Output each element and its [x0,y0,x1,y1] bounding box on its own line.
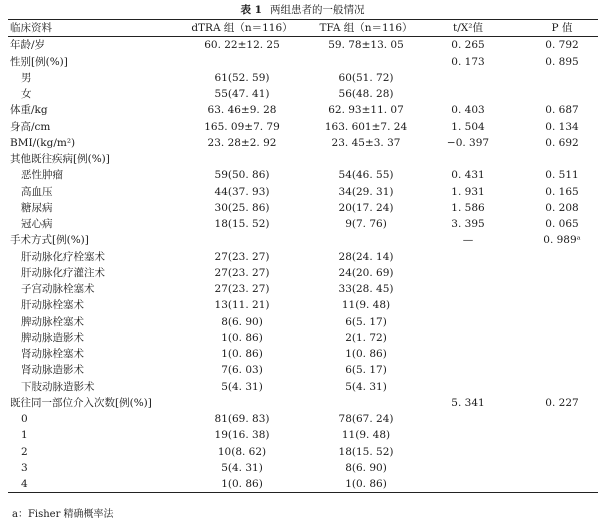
dtra-value: 59(50. 86) [214,169,270,182]
dtra-value: 27(23. 27) [214,283,270,295]
dtra-value: 30(25. 86) [214,201,270,214]
statistic-value: 0. 173 [451,55,485,68]
header-statistic: t/X²值 [453,22,483,34]
row-label: 子宫动脉栓塞术 [21,283,95,295]
p-value: 0. 227 [545,396,579,409]
tfa-value: 60(51. 72) [338,71,394,84]
row-label: 脾动脉造影术 [21,331,84,344]
tfa-value: 1(0. 86) [345,478,387,490]
header-clinical-data: 临床资料 [10,22,52,34]
dtra-value: 13(11. 21) [214,299,270,312]
table-row [8,476,598,492]
statistic-value: 1. 586 [451,201,485,214]
p-value: 0. 511 [545,169,579,182]
table-row [8,216,598,232]
dtra-value: 7(6. 03) [221,364,263,377]
row-label: 1 [21,429,28,442]
dtra-value: 5(4. 31) [221,380,263,393]
table-row [8,362,598,378]
dtra-value: 5(4. 31) [221,461,263,474]
row-label: 冠心病 [21,218,53,230]
row-label: 身高/cm [10,120,51,133]
dtra-value: 19(16. 38) [214,429,270,442]
p-value: 0. 895 [545,55,579,68]
row-label: 体重/kg [10,104,48,117]
dtra-value: 60. 22±12. 25 [204,39,280,52]
table-row [8,135,598,151]
tfa-value: 78(67. 24) [338,413,394,425]
p-value: 0. 208 [545,201,579,214]
row-label: 脾动脉栓塞术 [21,315,84,328]
row-label: 肝动脉栓塞术 [21,299,84,312]
dtra-value: 81(69. 83) [214,413,270,425]
tfa-value: 59. 78±13. 05 [328,39,404,52]
tfa-value: 18(15. 52) [338,445,394,458]
table-row [8,314,598,330]
table-row [8,281,598,297]
tfa-value: 24(20. 69) [338,266,394,279]
dtra-value: 44(37. 93) [214,185,270,198]
row-label: 肾动脉造影术 [21,364,84,377]
table-row [8,151,598,167]
tfa-value: 163. 601±7. 24 [324,120,408,133]
row-label: 既往同一部位介入次数[例(%)] [10,396,152,409]
table-title: 两组患者的一般情况 [269,4,365,16]
statistic-value: 3. 395 [451,218,485,230]
p-value: 0. 792 [545,39,579,52]
p-value: 0. 989ᵃ [543,234,581,247]
tfa-value: 20(17. 24) [338,201,394,214]
table-body [8,37,598,492]
table-row [8,411,598,427]
row-label: 糖尿病 [21,201,53,214]
p-value: 0. 134 [545,120,579,133]
statistic-value: 0. 265 [451,39,485,52]
table-header-row [8,20,598,37]
statistic-value: 0. 431 [451,169,485,182]
statistic-value: 0. 403 [451,104,485,117]
row-label: BMI/(kg/m²) [10,136,76,149]
dtra-value: 63. 46±9. 28 [207,104,277,117]
dtra-value: 61(52. 59) [214,71,270,84]
tfa-value: 23. 45±3. 37 [331,136,401,149]
row-label: 肝动脉化疗栓塞术 [21,250,105,263]
table-caption [0,2,605,17]
dtra-value: 10(8. 62) [217,445,267,458]
dtra-value: 165. 09±7. 79 [204,120,280,133]
dtra-value: 1(0. 86) [221,478,263,490]
tfa-value: 33(28. 45) [338,283,394,295]
statistic-value: 5. 341 [451,396,485,409]
row-label: 男 [21,71,32,84]
table-number: 表 1 [240,4,262,16]
table-row [8,395,598,411]
table-row [8,330,598,346]
tfa-value: 54(46. 55) [338,169,394,182]
table-row [8,460,598,476]
row-label: 性别[例(%)] [10,55,68,68]
table-row [8,232,598,248]
row-label: 手术方式[例(%)] [10,234,89,247]
tfa-value: 9(7. 76) [345,218,387,230]
table-row [8,184,598,200]
p-value: 0. 165 [545,185,579,198]
row-label: 其他既往疾病[例(%)] [10,153,110,165]
header-tfa-group: TFA 组（n＝116） [319,22,413,34]
table-row [8,70,598,86]
data-table [8,19,598,493]
table-row [8,379,598,395]
tfa-value: 56(48. 28) [338,88,394,100]
row-label: 肝动脉化疗灌注术 [21,266,105,279]
row-label: 女 [21,88,32,100]
tfa-value: 6(5. 17) [345,315,387,328]
table-row [8,249,598,265]
p-value: 0. 687 [545,104,579,117]
dtra-value: 27(23. 27) [214,250,270,263]
table-row [8,444,598,460]
table-row [8,200,598,216]
row-label: 高血压 [21,185,53,198]
table-row [8,86,598,102]
table-row [8,265,598,281]
statistic-value: 1. 504 [451,120,485,133]
header-dtra-group: dTRA 组（n＝116） [191,22,293,34]
dtra-value: 27(23. 27) [214,266,270,279]
tfa-value: 5(4. 31) [345,380,387,393]
header-p-value: P 值 [551,22,573,34]
tfa-value: 1(0. 86) [345,348,387,360]
tfa-value: 2(1. 72) [345,331,387,344]
row-label: 2 [21,445,28,458]
table-row [8,427,598,443]
tfa-value: 28(24. 14) [338,250,394,263]
row-label: 年龄/岁 [10,39,46,52]
table-row [8,119,598,135]
table-row [8,346,598,362]
tfa-value: 11(9. 48) [341,299,391,312]
tfa-value: 11(9. 48) [341,429,391,442]
dtra-value: 8(6. 90) [221,315,263,328]
dtra-value: 1(0. 86) [221,331,263,344]
row-label: 恶性肿瘤 [21,169,63,182]
tfa-value: 8(6. 90) [345,461,387,474]
table-row [8,167,598,183]
dtra-value: 18(15. 52) [214,218,270,230]
statistic-value: — [462,234,474,247]
row-label: 0 [21,413,28,425]
row-label: 肾动脉栓塞术 [21,348,84,360]
table-row [8,54,598,70]
table-row [8,297,598,313]
statistic-value: 1. 931 [451,185,485,198]
p-value: 0. 065 [545,218,579,230]
table-footnote: a：Fisher 精确概率法 [12,509,114,520]
tfa-value: 6(5. 17) [345,364,387,377]
statistic-value: −0. 397 [446,136,490,149]
row-label: 4 [21,478,28,490]
dtra-value: 1(0. 86) [221,348,263,360]
table-row [8,102,598,118]
dtra-value: 23. 28±2. 92 [207,136,277,149]
p-value: 0. 692 [545,136,579,149]
dtra-value: 55(47. 41) [214,88,270,100]
tfa-value: 62. 93±11. 07 [328,104,404,117]
tfa-value: 34(29. 31) [338,185,394,198]
table-row [8,37,598,53]
row-label: 下肢动脉造影术 [21,380,95,393]
row-label: 3 [21,461,28,474]
